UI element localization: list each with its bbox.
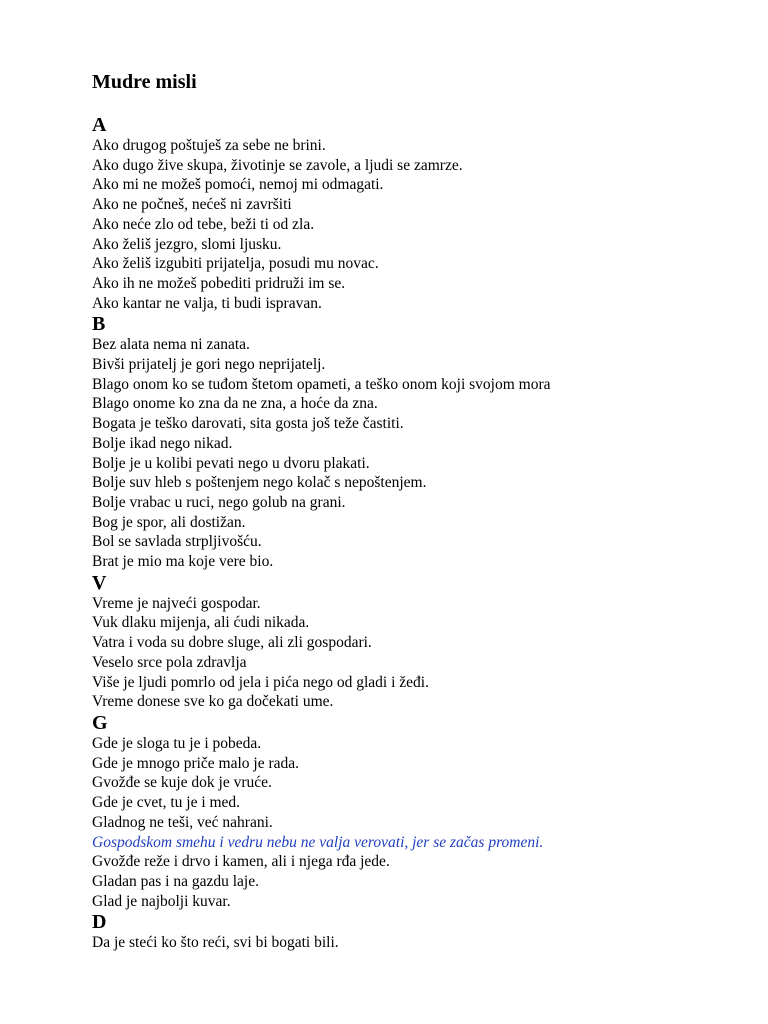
proverb-line: Vreme donese sve ko ga dočekati ume. [92, 693, 334, 711]
proverb-line: Ako kantar ne valja, ti budi ispravan. [92, 294, 322, 312]
document-page [92, 68, 742, 953]
proverb-line: Ako ih ne možeš pobediti pridruži im se. [92, 274, 346, 292]
section-letter-v: V [92, 571, 107, 594]
proverb-line: Veselo srce pola zdravlja [92, 653, 247, 671]
proverb-line: Blago onom ko se tuđom štetom opameti, a teško onom koji svojom mora [92, 375, 551, 393]
proverb-line: Glad je najbolji kuvar. [92, 892, 231, 910]
section-letter-g: G [92, 711, 108, 734]
proverb-line: Bolje je u kolibi pevati nego u dvoru plakati. [92, 454, 370, 472]
proverb-line: Vreme je najveći gospodar. [92, 594, 261, 612]
proverb-line: Ako dugo žive skupa, životinje se zavole, a ljudi se zamrze. [92, 156, 463, 174]
proverb-line: Gvožđe reže i drvo i kamen, ali i njega rđa jede. [92, 853, 390, 871]
proverb-line: Gvožđe se kuje dok je vruće. [92, 774, 272, 792]
proverb-line: Bivši prijatelj je gori nego neprijatelj. [92, 356, 326, 374]
proverb-line: Gde je mnogo priče malo je rada. [92, 754, 300, 772]
proverb-line: Bol se savlada strpljivošću. [92, 533, 262, 551]
proverb-line: Gladan pas i na gazdu laje. [92, 872, 259, 890]
proverb-line: Bog je spor, ali dostižan. [92, 513, 246, 531]
proverb-line: Vuk dlaku mijenja, ali ćudi nikada. [92, 614, 310, 632]
proverb-line: Bolje suv hleb s poštenjem nego kolač s nepoštenjem. [92, 474, 427, 492]
proverb-line-link[interactable]: Gospodskom smehu i vedru nebu ne valja verovati, jer se začas promeni. [92, 833, 544, 851]
section-letter-b: B [92, 313, 106, 336]
proverb-line: Bogata je teško darovati, sita gosta još teže častiti. [92, 415, 404, 433]
proverb-line: Bolje ikad nego nikad. [92, 434, 233, 452]
proverb-line: Da je steći ko što reći, svi bi bogati bili. [92, 934, 339, 952]
proverb-line: Ako mi ne možeš pomoći, nemoj mi odmagati. [92, 176, 384, 194]
proverb-line: Vatra i voda su dobre sluge, ali zli gospodari. [92, 634, 372, 652]
proverb-line: Ako neće zlo od tebe, beži ti od zla. [92, 215, 315, 233]
proverb-line: Gladnog ne teši, već nahrani. [92, 813, 273, 831]
proverb-line: Ako ne počneš, nećeš ni završiti [92, 196, 292, 214]
section-letter-d: D [92, 911, 107, 934]
proverb-line: Ako želiš izgubiti prijatelja, posudi mu novac. [92, 255, 379, 273]
proverb-line: Gde je cvet, tu je i med. [92, 794, 241, 812]
section-letter-a: A [92, 114, 107, 136]
proverb-line: Bolje vrabac u ruci, nego golub na grani. [92, 493, 346, 511]
proverb-line: Gde je sloga tu je i pobeda. [92, 734, 262, 752]
page-title: Mudre misli [92, 71, 197, 93]
proverb-line: Brat je mio ma koje vere bio. [92, 553, 274, 571]
proverb-line: Ako želiš jezgro, slomi ljusku. [92, 235, 282, 253]
proverb-line: Bez alata nema ni zanata. [92, 336, 250, 354]
proverb-line: Blago onome ko zna da ne zna, a hoće da zna. [92, 395, 378, 413]
proverb-line: Više je ljudi pomrlo od jela i pića nego od gladi i žeđi. [92, 673, 429, 691]
proverb-sections [92, 114, 742, 953]
proverb-line: Ako drugog poštuješ za sebe ne brini. [92, 137, 326, 154]
